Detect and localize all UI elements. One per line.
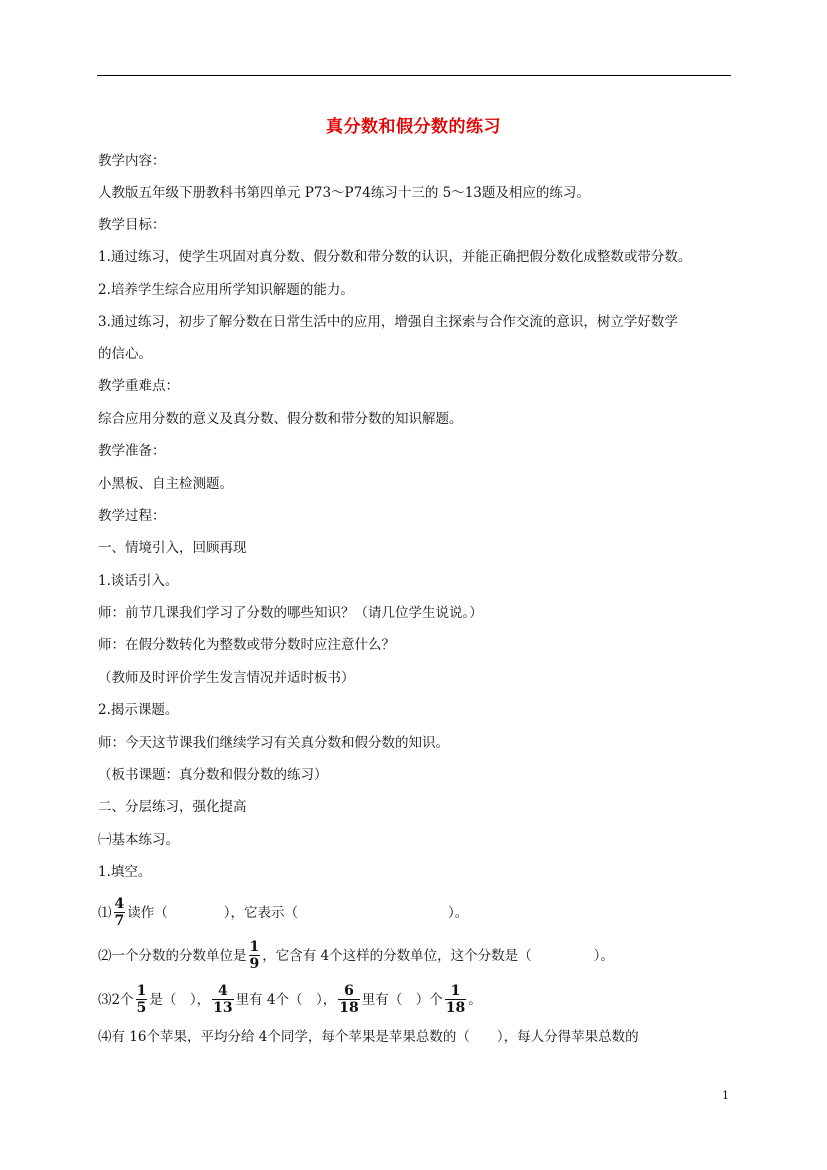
question-1-prefix: ⑴: [98, 905, 112, 921]
text-line: ㈠基本练习。: [98, 832, 179, 848]
text-line: 1.填空。: [98, 864, 152, 880]
question-3-text-d: 里有（ ）个: [361, 992, 443, 1008]
text-line: 一、情境引入，回顾再现: [98, 540, 247, 556]
fraction: [114, 897, 126, 928]
question-3-text-c: 里有 4个（ ），: [235, 992, 337, 1008]
text-line: 教学准备：: [98, 443, 166, 459]
text-line: 1.通过练习，使学生巩固对真分数、假分数和带分数的认识，并能正确把假分数化成整数或带分数。: [98, 249, 692, 265]
question-3-text-e: 。: [468, 992, 482, 1008]
text-line: 小黑板、自主检测题。: [98, 476, 233, 492]
question-2-text-a: ⑵一个分数的分数单位是: [98, 948, 247, 964]
question-4: ⑷有 16个苹果，平均分给 4个同学，每个苹果是苹果总数的（ ），每人分得苹果总数的: [98, 1029, 639, 1045]
text-line: （板书课题：真分数和假分数的练习）: [98, 767, 328, 783]
text-line: 的信心。: [98, 346, 152, 362]
text-line: 师：前节几课我们学习了分数的哪些知识？（请几位学生说说。）: [98, 605, 483, 621]
fraction-numerator: 4: [114, 896, 125, 912]
text-line: 人教版五年级下册教科书第四单元 P73～P74练习十三的 5～13题及相应的练习。: [98, 185, 590, 201]
text-line: 2.培养学生综合应用所学知识解题的能力。: [98, 282, 354, 298]
text-line: （教师及时评价学生发言情况并适时板书）: [98, 670, 355, 686]
fraction-numerator: 1: [136, 983, 147, 999]
fraction-denominator: 9: [249, 956, 260, 972]
text-line: 二、分层练习，强化提高: [98, 799, 247, 815]
fraction-numerator: 1: [450, 983, 461, 999]
text-line: 教学内容：: [98, 153, 166, 169]
text-line: 2.揭示课题。: [98, 702, 179, 718]
text-line: 教学过程：: [98, 508, 166, 524]
header-rule: [97, 75, 731, 76]
fraction-numerator: 6: [344, 983, 354, 999]
fraction-denominator: 18: [445, 1000, 466, 1016]
document-title: 真分数和假分数的练习: [326, 117, 501, 137]
question-3-text-b: 是（ ），: [149, 992, 211, 1008]
fraction-denominator: 5: [136, 1000, 147, 1016]
fraction-denominator: 13: [213, 1000, 233, 1016]
text-line: 3.通过练习，初步了解分数在日常生活中的应用，增强自主探索与合作交流的意识，树立学好数学: [98, 314, 678, 330]
fraction: [136, 984, 148, 1015]
question-1-text-a: 读作（: [127, 905, 168, 921]
question-1: [98, 898, 468, 929]
fraction-denominator: 7: [114, 913, 125, 929]
text-line: 师：今天这节课我们继续学习有关真分数和假分数的知识。: [98, 735, 449, 751]
fraction: [445, 984, 466, 1015]
question-2-text-c: ）。: [593, 948, 614, 964]
text-line: 综合应用分数的意义及真分数、假分数和带分数的知识解题。: [98, 411, 463, 427]
question-2-text-b: ，它含有 4个这样的分数单位，这个分数是（: [262, 948, 532, 964]
question-1-text-c: ）。: [448, 905, 469, 921]
text-line: 教学目标：: [98, 217, 166, 233]
text-line: 1.谈话引入。: [98, 573, 179, 589]
fraction: [212, 984, 233, 1015]
question-2: [98, 941, 614, 972]
question-1-text-b: ），它表示（: [223, 905, 298, 921]
fraction: [338, 984, 359, 1015]
text-line: 师：在假分数转化为整数或带分数时应注意什么？: [98, 637, 395, 653]
question-3: [98, 985, 482, 1016]
fraction: [249, 940, 261, 971]
fraction-denominator: 18: [339, 1000, 359, 1016]
page-number: 1: [722, 1089, 729, 1102]
text-line: 教学重难点：: [98, 378, 179, 394]
fraction-numerator: 1: [249, 939, 260, 955]
question-3-text-a: ⑶2个: [98, 992, 134, 1008]
fraction-numerator: 4: [217, 983, 228, 999]
